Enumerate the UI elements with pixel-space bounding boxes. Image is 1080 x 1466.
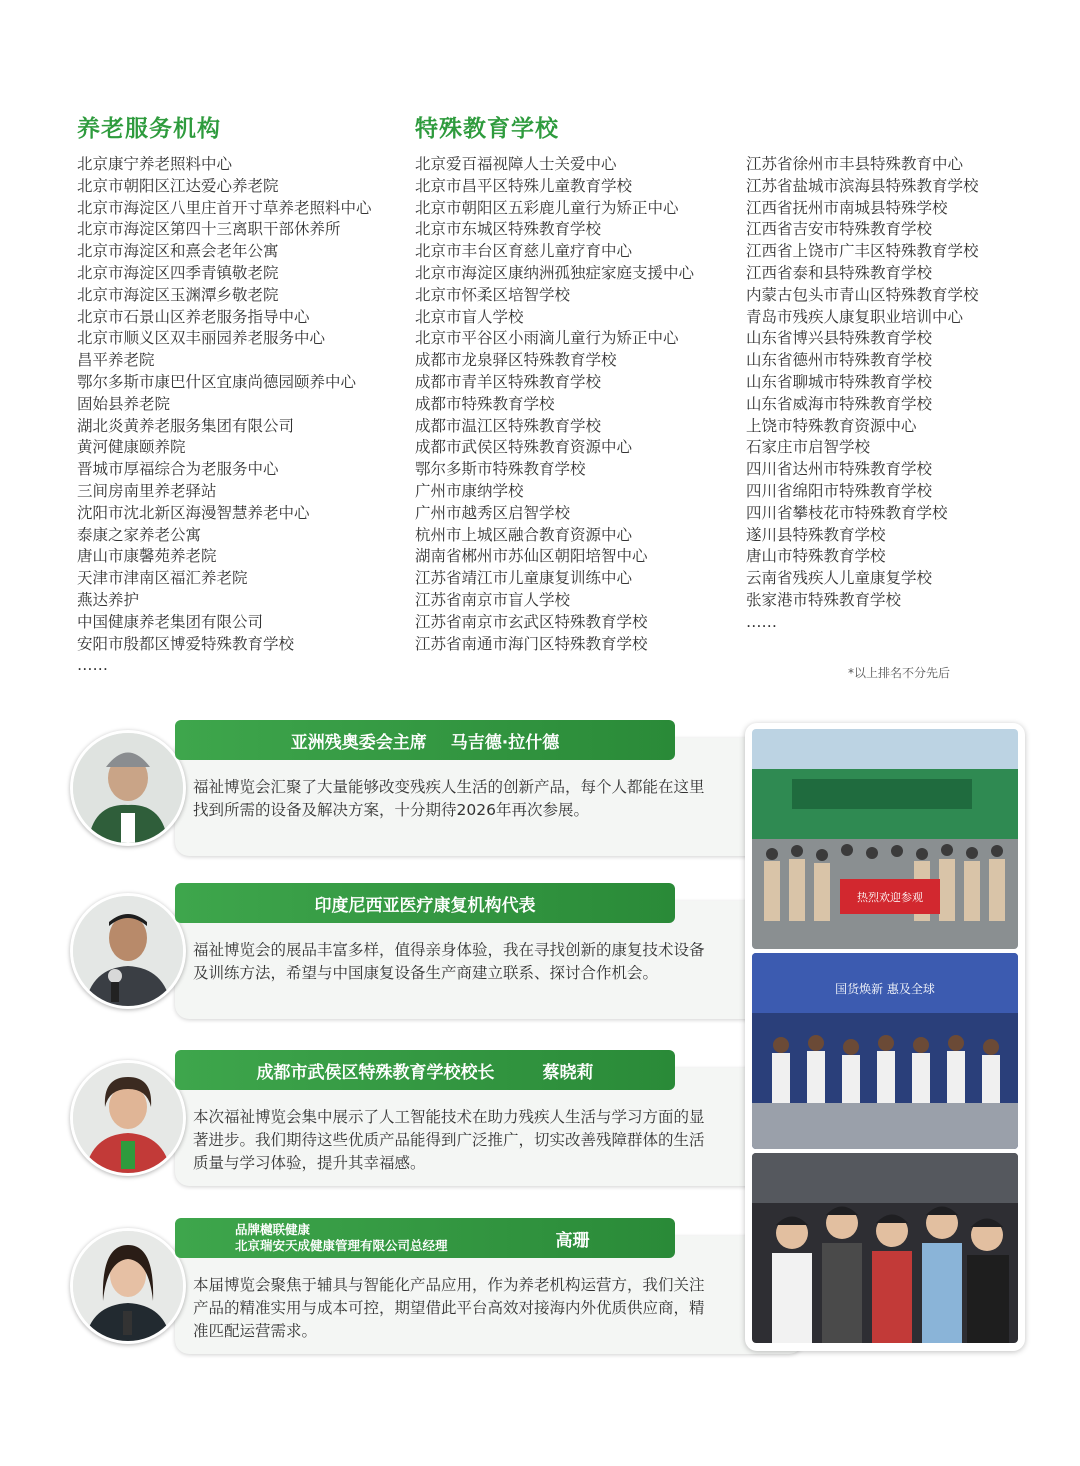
list-item: 四川省绵阳市特殊教育学校	[746, 481, 933, 500]
elderly-services-list	[77, 154, 407, 677]
list-item: 江西省抚州市南城县特殊学校	[746, 198, 948, 217]
list-item: 北京市丰台区育慈儿童疗育中心	[415, 242, 633, 261]
list-item: 内蒙古包头市青山区特殊教育学校	[746, 285, 979, 304]
list-item: 江苏省南京市玄武区特殊教育学校	[415, 612, 648, 631]
list-item: 成都市特殊教育学校	[415, 394, 555, 413]
list-item: 江苏省南通市海门区特殊教育学校	[415, 634, 648, 653]
list-item: 北京市顺义区双丰丽园养老服务中心	[77, 329, 326, 348]
special-education-heading: 特殊教育学校	[415, 116, 559, 142]
list-item: 唐山市特殊教育学校	[746, 547, 886, 566]
list-item: 广州市越秀区启智学校	[415, 503, 571, 522]
list-item: 北京市海淀区八里庄首开寸草养老照料中心	[77, 198, 372, 217]
avatar	[70, 1228, 186, 1344]
photo-group-booth	[752, 953, 1018, 1149]
list-item: 鄂尔多斯市特殊教育学校	[415, 460, 586, 479]
quote-banner	[175, 883, 675, 923]
speaker-title-line1: 品牌樾联健康	[235, 1222, 311, 1237]
elderly-services-heading: 养老服务机构	[77, 116, 221, 142]
list-item: 北京市石景山区养老服务指导中心	[77, 307, 310, 326]
list-item: 成都市龙泉驿区特殊教育学校	[415, 351, 617, 370]
list-item: 湖北炎黄养老服务集团有限公司	[77, 416, 295, 435]
list-item: 广州市康纳学校	[415, 481, 524, 500]
list-item: 山东省威海市特殊教育学校	[746, 394, 933, 413]
list-item: 江苏省靖江市儿童康复训练中心	[415, 569, 633, 588]
list-item: 青岛市残疾人康复职业培训中心	[746, 307, 964, 326]
speaker-name: 蔡晓莉	[542, 1062, 594, 1083]
list-item: 成都市青羊区特殊教育学校	[415, 372, 602, 391]
list-item: 江苏省南京市盲人学校	[415, 590, 571, 609]
elderly-services-column	[77, 114, 407, 677]
list-item: 中国健康养老集团有限公司	[77, 612, 264, 631]
list-item: 北京市海淀区玉渊潭乡敬老院	[77, 285, 279, 304]
list-item: 江西省吉安市特殊教育学校	[746, 220, 933, 239]
list-item: 安阳市殷都区博爱特殊教育学校	[77, 634, 295, 653]
ranking-note: *以上排名不分先后	[848, 666, 951, 680]
speaker-name: 高珊	[555, 1230, 590, 1251]
list-item: 天津市津南区福汇养老院	[77, 569, 248, 588]
list-item: 山东省聊城市特殊教育学校	[746, 372, 933, 391]
list-item: 晋城市厚福综合为老服务中心	[77, 460, 279, 479]
special-education-list-2	[746, 154, 1046, 634]
speaker-title: 成都市武侯区特殊教育学校校长	[256, 1062, 495, 1083]
quote-card-1	[70, 720, 735, 870]
list-item: 上饶市特殊教育资源中心	[746, 416, 917, 435]
quote-card-2	[70, 883, 735, 1033]
list-item: 北京爱百福视障人士关爱中心	[415, 155, 617, 173]
list-item: 北京市朝阳区五彩鹿儿童行为矫正中心	[415, 198, 679, 217]
list-item: 固始县养老院	[77, 394, 171, 413]
special-education-column-2	[746, 154, 1046, 634]
list-item: 北京市盲人学校	[415, 307, 524, 326]
photo-group-entrance	[752, 729, 1018, 949]
photo-group-selfie	[752, 1153, 1018, 1343]
list-item: 北京市海淀区和熹会老年公寓	[77, 242, 279, 261]
quote-banner	[175, 720, 675, 760]
list-item: 黄河健康颐养院	[77, 438, 186, 457]
list-item: 唐山市康馨苑养老院	[77, 547, 217, 566]
speaker-title-line2: 北京瑞安天成健康管理有限公司总经理	[235, 1238, 448, 1253]
quote-card-4	[70, 1218, 735, 1368]
list-item: 北京市东城区特殊教育学校	[415, 220, 602, 239]
list-item: 泰康之家养老公寓	[77, 525, 202, 544]
list-item: 江苏省盐城市滨海县特殊教育学校	[746, 176, 979, 195]
quote-banner	[175, 1218, 675, 1258]
list-item: 燕达养护	[77, 590, 140, 609]
list-item: 北京康宁养老照料中心	[77, 155, 233, 173]
avatar	[70, 730, 186, 846]
list-item: 鄂尔多斯市康巴什区宜康尚德园颐养中心	[77, 372, 357, 391]
photo-panel	[745, 723, 1025, 1351]
list-item: 山东省德州市特殊教育学校	[746, 351, 933, 370]
list-item: ……	[746, 612, 777, 631]
list-item: 江苏省徐州市丰县特殊教育中心	[746, 155, 964, 173]
speaker-name: 马吉德·拉什德	[450, 732, 560, 753]
speaker-title	[235, 1222, 448, 1254]
list-item: 遂川县特殊教育学校	[746, 525, 886, 544]
list-item: 北京市海淀区四季青镇敬老院	[77, 263, 279, 282]
list-item: 成都市武侯区特殊教育资源中心	[415, 438, 633, 457]
list-item: 成都市温江区特殊教育学校	[415, 416, 602, 435]
quote-text: 本届博览会聚焦于辅具与智能化产品应用，作为养老机构运营方，我们关注产品的精准实用与成本可控，期望借此平台高效对接海内外优质供应商，精准匹配运营需求。	[193, 1276, 705, 1340]
quote-card-3	[70, 1050, 735, 1200]
list-item: 北京市海淀区第四十三离职干部休养所	[77, 220, 341, 239]
special-education-list	[415, 154, 735, 655]
list-item: 四川省攀枝花市特殊教育学校	[746, 503, 948, 522]
list-item: 江西省上饶市广丰区特殊教育学校	[746, 242, 979, 261]
booth-sign-text: 国货焕新 惠及全球	[835, 982, 935, 996]
special-education-column	[415, 114, 735, 655]
quote-text: 福祉博览会汇聚了大量能够改变残疾人生活的创新产品，每个人都能在这里找到所需的设备及解决方案，十分期待2026年再次参展。	[193, 778, 705, 819]
list-item: 杭州市上城区融合教育资源中心	[415, 525, 633, 544]
list-item: 湖南省郴州市苏仙区朝阳培智中心	[415, 547, 648, 566]
list-item: 三间房南里养老驿站	[77, 481, 217, 500]
list-item: 北京市怀柔区培智学校	[415, 285, 571, 304]
list-item: 云南省残疾人儿童康复学校	[746, 569, 933, 588]
list-item: 山东省博兴县特殊教育学校	[746, 329, 933, 348]
list-item: 石家庄市启智学校	[746, 438, 871, 457]
list-item: ……	[77, 656, 108, 675]
list-item: 北京市朝阳区江达爱心养老院	[77, 176, 279, 195]
list-item: 沈阳市沈北新区海漫智慧养老中心	[77, 503, 310, 522]
list-item: 四川省达州市特殊教育学校	[746, 460, 933, 479]
list-item: 江西省泰和县特殊教育学校	[746, 263, 933, 282]
welcome-banner-text: 热烈欢迎参观	[857, 891, 923, 904]
list-item: 北京市海淀区康纳洲孤独症家庭支援中心	[415, 263, 695, 282]
list-item: 北京市平谷区小雨滴儿童行为矫正中心	[415, 329, 679, 348]
speaker-title: 印度尼西亚医疗康复机构代表	[314, 895, 536, 916]
list-item: 张家港市特殊教育学校	[746, 590, 902, 609]
quote-banner	[175, 1050, 675, 1090]
list-item: 昌平养老院	[77, 351, 155, 370]
quote-text: 福祉博览会的展品丰富多样，值得亲身体验，我在寻找创新的康复技术设备及训练方法，希望与中国康复设备生产商建立联系、探讨合作机会。	[193, 941, 705, 982]
list-item: 北京市昌平区特殊儿童教育学校	[415, 176, 633, 195]
avatar	[70, 893, 186, 1009]
quote-text: 本次福祉博览会集中展示了人工智能技术在助力残疾人生活与学习方面的显著进步。我们期待这些优质产品能得到广泛推广，切实改善残障群体的生活质量与学习体验，提升其幸福感。	[193, 1108, 705, 1172]
avatar	[70, 1060, 186, 1176]
speaker-title: 亚洲残奥委会主席	[290, 732, 427, 753]
